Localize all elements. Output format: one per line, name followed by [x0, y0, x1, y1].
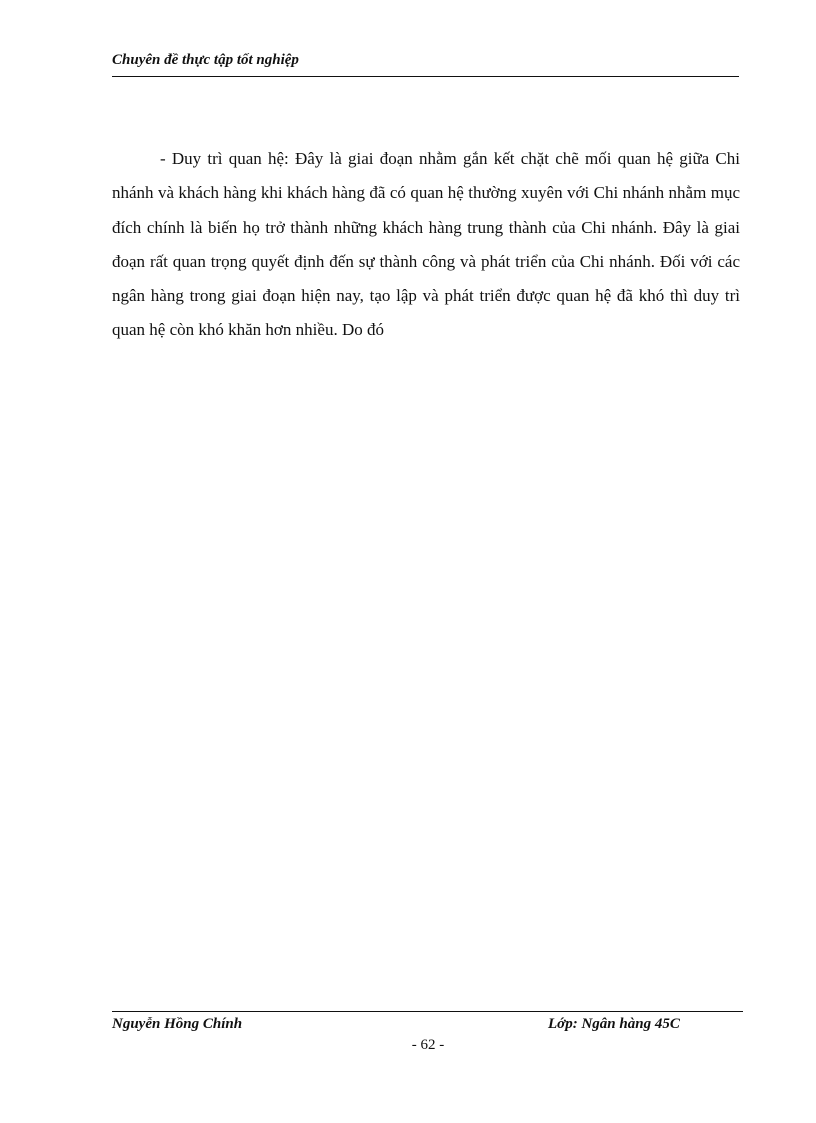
page-number: - 62 - [411, 1037, 445, 1053]
footer-author: Nguyễn Hồng Chính [112, 1016, 243, 1032]
footer-class-label: Lớp: Ngân hàng 45C [548, 1016, 680, 1032]
footer-divider [112, 1011, 743, 1012]
body-paragraph: - Duy trì quan hệ: Đây là giai đoạn nhằm gắn kết chặt chẽ mối quan hệ giữa Chi nhánh và khách hàng khi khách hàng đã có quan hệ thường xuyên với Chi nhánh nhằm mục đích chính là biến họ trở thành những khách hàng trung thành của Chi nhánh. Đây là giai đoạn rất quan trọng quyết định đến sự thành công và phát triển của Chi nhánh. Đối với các ngân hàng trong giai đoạn hiện nay, tạo lập và phát triển được quan hệ đã khó thì duy trì quan hệ còn khó khăn hơn nhiều. Do đó [112, 149, 740, 340]
header-title: Chuyên đề thực tập tốt nghiệp [112, 52, 299, 68]
header-divider [112, 76, 739, 77]
